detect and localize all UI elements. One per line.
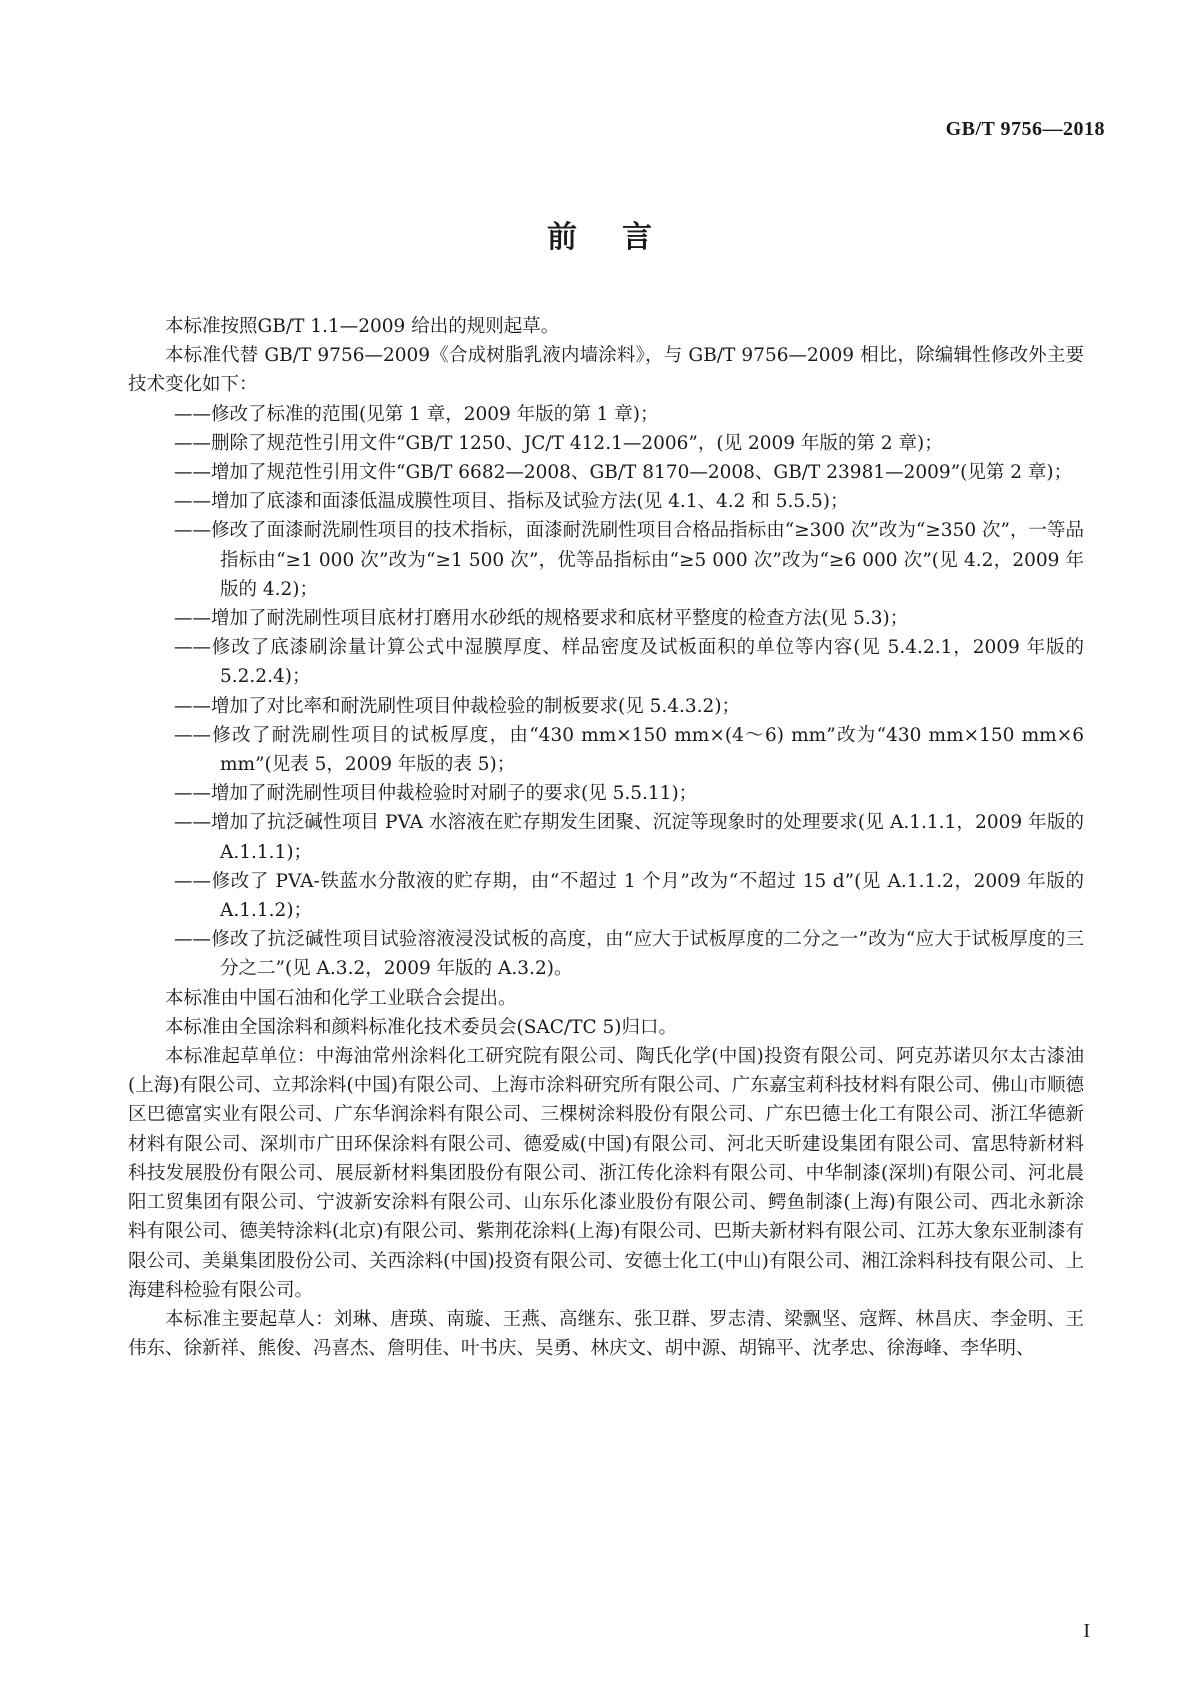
change-item: ——修改了耐洗刷性项目的试板厚度，由“430 mm×150 mm×(4～6) mm”改为“430 mm×150 mm×6 mm”(见表 5，2009 年版的表 5)； (174, 724, 1084, 776)
change-item: ——增加了耐洗刷性项目仲裁检验时对刷子的要求(见 5.5.11)； (174, 783, 698, 805)
drafting-units-paragraph: 本标准起草单位：中海油常州涂料化工研究院有限公司、陶氏化学(中国)投资有限公司、阿克苏诺贝尔太古漆油(上海)有限公司、立邦涂料(中国)有限公司、上海市涂料研究所有限公司、广东嘉宝莉科技材料有限公司、佛山市顺德区巴德富实业有限公司、广东华润涂料有限公司、三棵树涂料股份有限公司、广东巴德士化工有限公司、浙江华德新材料有限公司、深圳市广田环保涂料有限公司、德爱威(中国)有限公司、河北天昕建设集团有限公司、富思特新材料科技发展股份有限公司、展辰新材料集团股份有限公司、浙江传化涂料有限公司、中华制漆(深圳)有限公司、河北晨阳工贸集团有限公司、宁波新安涂料有限公司、山东乐化漆业股份有限公司、鳄鱼制漆(上海)有限公司、西北永新涂料有限公司、德美特涂料(北京)有限公司、紫荆花涂料(上海)有限公司、巴斯夫新材料有限公司、江苏大象东亚制漆有限公司、美巢集团股份公司、关西涂料(中国)投资有限公司、安德士化工(中山)有限公司、湘江涂料科技有限公司、上海建科检验有限公司。 (128, 1046, 1084, 1301)
change-item: ——增加了规范性引用文件“GB/T 6682—2008、GB/T 8170—2008、GB/T 23981—2009”(见第 2 章)； (174, 462, 1073, 484)
change-item: ——修改了底漆刷涂量计算公式中湿膜厚度、样品密度及试板面积的单位等内容(见 5.4.2.1，2009 年版的 5.2.2.4)； (174, 637, 1084, 688)
change-item: ——修改了面漆耐洗刷性项目的技术指标，面漆耐洗刷性项目合格品指标由“≥300 次”改为“≥350 次”，一等品指标由“≥1 000 次”改为“≥1 500 次”，优等品指标由“≥5 000 次”改为“≥6 000 次”(见 4.2，2009 年版的 4.2)； (174, 520, 1084, 600)
title-char-2: 言 (622, 220, 653, 255)
change-item: ——增加了对比率和耐洗刷性项目仲裁检验的制板要求(见 5.4.3.2)； (174, 695, 741, 717)
intro-paragraph-1: 本标准按照GB/T 1.1—2009 给出的规则起草。 (165, 316, 560, 337)
change-item: ——增加了底漆和面漆低温成膜性项目、指标及试验方法(见 4.1、4.2 和 5.5.5)； (174, 491, 849, 513)
drafters-paragraph: 本标准主要起草人：刘琳、唐瑛、南璇、王燕、高继东、张卫群、罗志清、梁飘坚、寇辉、林昌庆、李金明、王伟东、徐新祥、熊俊、冯喜杰、詹明佳、叶书庆、吴勇、林庆文、胡中源、胡锦平、沈孝忠、徐海峰、李华明、 (128, 1308, 1084, 1360)
change-item: ——修改了抗泛碱性项目试验溶液浸没试板的高度，由“应大于试板厚度的二分之一”改为“应大于试板厚度的三分之二”(见 A.3.2，2009 年版的 A.3.2)。 (174, 929, 1084, 980)
change-item: ——修改了标准的范围(见第 1 章，2009 年版的第 1 章)； (174, 403, 659, 425)
page-title (0, 212, 1200, 256)
intro-paragraph-2: 本标准代替 GB/T 9756—2009《合成树脂乳液内墙涂料》，与 GB/T 9756—2009 相比，除编辑性修改外主要技术变化如下： (128, 345, 1084, 396)
change-item: ——增加了耐洗刷性项目底材打磨用水砂纸的规格要求和底材平整度的检查方法(见 5.3)； (174, 608, 909, 630)
change-item: ——修改了 PVA-铁蓝水分散液的贮存期，由“不超过 1 个月”改为“不超过 15 d”(见 A.1.1.2，2009 年版的 A.1.1.2)； (174, 870, 1084, 922)
page-number: I (1083, 1620, 1090, 1642)
standard-code: GB/T 9756—2018 (945, 118, 1105, 140)
committee-paragraph: 本标准由全国涂料和颜料标准化技术委员会(SAC/TC 5)归口。 (165, 1016, 678, 1038)
proposer-paragraph: 本标准由中国石油和化学工业联合会提出。 (165, 987, 517, 1009)
change-item: ——删除了规范性引用文件“GB/T 1250、JC/T 412.1—2006”，(见 2009 年版的第 2 章)； (174, 432, 943, 454)
title-char-1: 前 (547, 220, 578, 255)
foreword-body (128, 312, 1084, 1363)
change-item: ——增加了抗泛碱性项目 PVA 水溶液在贮存期发生团聚、沉淀等现象时的处理要求(见 A.1.1.1，2009 年版的 A.1.1.1)； (174, 812, 1084, 863)
